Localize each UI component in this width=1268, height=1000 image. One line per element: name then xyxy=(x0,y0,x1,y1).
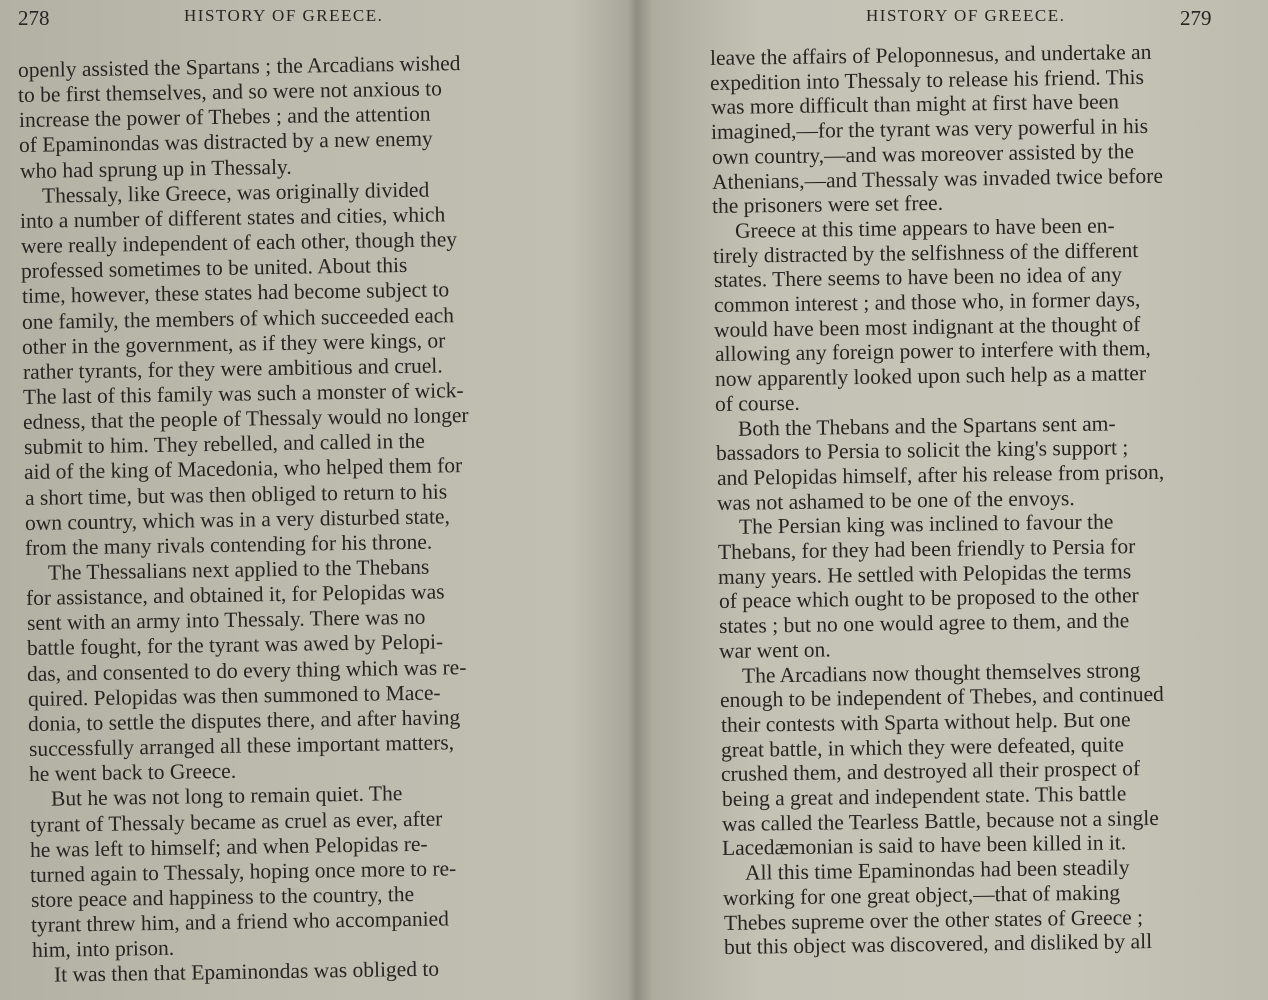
right-text-line: their contests with Sparta without help. But one xyxy=(720,707,1131,737)
left-text-line: rather tyrants, for they were ambitious and cruel. xyxy=(22,353,443,384)
right-text-line: bassadors to Persia to solicit the king's support ; xyxy=(716,435,1129,466)
right-page xyxy=(640,0,1268,1000)
right-text-line: great battle, in which they were defeated, quite xyxy=(720,731,1124,762)
left-text-line: donia, to settle the disputes there, and after having xyxy=(27,705,461,736)
left-text-line: professed sometimes to be united. About this xyxy=(20,253,408,284)
left-text-line: were really independent of each other, though they xyxy=(20,227,457,259)
right-text-line: The Persian king was inclined to favour the xyxy=(739,509,1114,539)
left-text-line: das, and consented to do every thing which was re- xyxy=(27,654,467,686)
left-text-line: The Thessalians next applied to the Thebans xyxy=(47,554,430,585)
right-text-line: leave the affairs of Peloponnesus, and undertake an xyxy=(709,39,1152,70)
right-text-line: allowing any foreign power to interfere with them, xyxy=(714,336,1151,367)
right-text-line: Athenians,—and Thessaly was invaded twice before xyxy=(711,163,1164,194)
left-text-line: he went back to Greece. xyxy=(28,758,237,787)
right-text-line: and Pelopidas himself, after his release from prison, xyxy=(716,459,1164,490)
right-text-line: Thebes supreme over the other states of Greece ; xyxy=(723,904,1143,935)
left-text-line: from the many rivals contending for his throne. xyxy=(25,529,433,560)
right-text-line: Greece at this time appears to have been en- xyxy=(734,213,1115,243)
right-text-line: the prisoners were set free. xyxy=(712,190,944,219)
right-text-line: states ; but no one would agree to them, and the xyxy=(718,608,1130,639)
right-text-line: common interest ; and those who, in former days, xyxy=(713,287,1141,317)
right-running-head: HISTORY OF GREECE. xyxy=(866,6,1066,25)
left-running-head: HISTORY OF GREECE. xyxy=(184,6,384,25)
left-text-line: edness, that the people of Thessaly would no longer xyxy=(23,403,470,435)
left-text-line: him, into prison. xyxy=(31,936,174,963)
right-text-line: All this time Epaminondas had been steadily xyxy=(744,855,1130,885)
left-text-line: for assistance, and obtained it, for Pelopidas was xyxy=(25,579,445,611)
left-page xyxy=(0,0,632,1000)
right-text-line: The Arcadians now thought themselves strong xyxy=(741,657,1141,688)
right-text-line: working for one great object,—that of making xyxy=(723,880,1121,910)
right-text-line: Thebans, for they had been friendly to Persia for xyxy=(717,534,1136,564)
right-text-line: enough to be independent of Thebes, and continued xyxy=(719,681,1165,713)
left-page-number: 278 xyxy=(18,6,50,30)
left-text-line: But he was not long to remain quiet. The xyxy=(51,781,403,811)
right-text-line: tirely distracted by the selfishness of the different xyxy=(712,237,1139,268)
right-text-line: would have been most indignant at the thought of xyxy=(714,311,1141,342)
left-text-line: a short time, but was then obliged to return to his xyxy=(24,478,447,510)
left-text-line: successfully arranged all these important matters, xyxy=(28,730,454,762)
left-text-line: own country, which was in a very disturbed state, xyxy=(24,504,451,535)
left-text-line: tyrant of Thessaly became as cruel as ever, after xyxy=(29,806,443,837)
left-text-line: of Epaminondas was distracted by a new enemy xyxy=(18,126,434,158)
right-text-line: but this object was discovered, and disliked by all xyxy=(723,929,1153,960)
left-text-line: quired. Pelopidas was then summoned to Mace- xyxy=(27,680,441,711)
right-text-line: was not ashamed to be one of the envoys. xyxy=(716,485,1075,515)
left-text-line: he was left to himself; and when Pelopidas re- xyxy=(29,831,428,862)
right-text-line: was called the Tearless Battle, because not a single xyxy=(721,805,1160,836)
right-text-line: of course. xyxy=(715,390,801,416)
left-text-line: time, however, these states had become subject to xyxy=(21,277,449,309)
right-text-line: being a great and independent state. This battle xyxy=(721,781,1127,811)
left-text-line: submit to him. They rebelled, and called in the xyxy=(23,428,425,460)
left-text-line: who had sprung up in Thessaly. xyxy=(19,154,292,183)
right-text-line: Lacedæmonian is said to have been killed in it. xyxy=(722,830,1127,861)
left-text-line: one family, the members of which succeeded each xyxy=(21,302,455,334)
left-text-line: tyrant threw him, and a friend who accompanied xyxy=(31,906,450,938)
right-text-line: now apparently looked upon such help as a matter xyxy=(714,361,1147,392)
left-text-line: Thessaly, like Greece, was originally divided xyxy=(41,177,430,208)
right-text-line: imagined,—for the tyrant was very powerful in his xyxy=(710,113,1149,145)
left-text-line: sent with an army into Thessaly. There was no xyxy=(26,605,426,636)
right-page-number: 279 xyxy=(1180,6,1212,30)
left-text-line: aid of the king of Macedonia, who helped them for xyxy=(24,453,463,485)
right-text-line: crushed them, and destroyed all their prospect of xyxy=(721,756,1141,787)
right-text-line: states. There seems to have been no idea of any xyxy=(713,262,1122,293)
right-text-line: Both the Thebans and the Spartans sent am- xyxy=(737,410,1116,441)
left-text-line: other in the government, as if they were kings, or xyxy=(22,327,446,359)
right-text-line: own country,—and was moreover assisted by the xyxy=(711,138,1134,169)
left-text-line: It was then that Epaminondas was obliged to xyxy=(53,956,440,988)
right-text-line: of peace which ought to be proposed to the other xyxy=(718,583,1139,614)
left-text-line: to be first themselves, and so were not anxious to xyxy=(18,76,443,108)
left-text-line: openly assisted the Spartans ; the Arcadians wished xyxy=(17,51,461,82)
left-text-line: into a number of different states and cities, which xyxy=(20,202,446,233)
left-text-line: store peace and happiness to the country, the xyxy=(30,881,415,912)
left-text-line: turned again to Thessaly, hoping once more to re- xyxy=(30,856,457,887)
left-text-line: The last of this family was such a monster of wick- xyxy=(22,378,464,409)
right-text-line: war went on. xyxy=(719,637,832,663)
right-text-line: was more difficult than might at first have been xyxy=(710,89,1119,120)
right-text-line: expedition into Thessaly to release his friend. This xyxy=(710,64,1145,95)
left-text-line: increase the power of Thebes ; and the attention xyxy=(18,101,431,133)
left-text-line: battle fought, for the tyrant was awed by Pelopi- xyxy=(26,629,444,661)
right-text-line: many years. He settled with Pelopidas the terms xyxy=(717,558,1132,589)
